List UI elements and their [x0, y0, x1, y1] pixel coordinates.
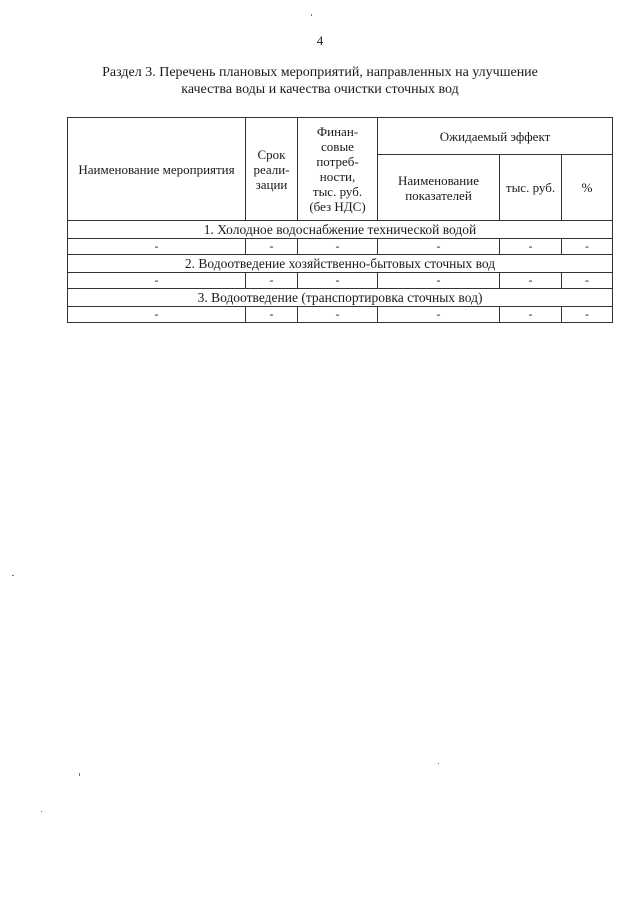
scan-speck [79, 773, 80, 776]
section-row [68, 255, 613, 273]
section-row [68, 289, 613, 307]
cell-measure: - [68, 239, 246, 255]
cell-percent: - [562, 273, 613, 289]
header-indicator-name: Наименование показателей [378, 155, 500, 221]
cell-thousand-rub: - [500, 273, 562, 289]
header-term: Срок реали-зации [246, 118, 298, 221]
header-percent: % [562, 155, 613, 221]
header-measure-name: Наименование мероприятия [68, 118, 246, 221]
scan-speck [438, 763, 439, 764]
cell-term: - [246, 273, 298, 289]
cell-finance: - [298, 307, 378, 323]
measures-table [67, 117, 613, 323]
header-expected-effect: Ожидаемый эффект [378, 118, 613, 155]
cell-term: - [246, 307, 298, 323]
header-finance-line: Финан- [316, 124, 359, 139]
header-finance-line: тыс. руб. [312, 184, 363, 199]
cell-thousand-rub: - [500, 307, 562, 323]
scan-speck [12, 575, 14, 576]
cell-measure: - [68, 307, 246, 323]
cell-thousand-rub: - [500, 239, 562, 255]
header-finance-line: ности, [319, 169, 356, 184]
header-finance-line: совые [321, 139, 354, 154]
cell-indicator: - [378, 239, 500, 255]
header-finance-line: (без НДС) [309, 199, 366, 214]
section-row [68, 221, 613, 239]
scan-speck [41, 811, 42, 812]
table-row [68, 239, 613, 255]
table-row [68, 273, 613, 289]
header-finance-line: потреб- [316, 154, 359, 169]
cell-finance: - [298, 239, 378, 255]
section-title-cell: 1. Холодное водоснабжение технической водой [68, 221, 613, 239]
section-title [60, 64, 580, 98]
cell-indicator: - [378, 307, 500, 323]
page-number: 4 [316, 33, 324, 48]
cell-measure: - [68, 273, 246, 289]
header-thousand-rub: тыс. руб. [500, 155, 562, 221]
cell-percent: - [562, 239, 613, 255]
cell-term: - [246, 239, 298, 255]
section-title-cell: 2. Водоотведение хозяйственно-бытовых сточных вод [68, 255, 613, 273]
cell-finance: - [298, 273, 378, 289]
scan-speck [311, 14, 312, 16]
header-finance [298, 118, 378, 221]
section-title-cell: 3. Водоотведение (транспортировка сточных вод) [68, 289, 613, 307]
section-title-line-1: Раздел 3. Перечень плановых мероприятий, направленных на улучшение [102, 65, 538, 80]
table-row [68, 307, 613, 323]
cell-percent: - [562, 307, 613, 323]
section-title-line-2: качества воды и качества очистки сточных вод [181, 82, 459, 97]
cell-indicator: - [378, 273, 500, 289]
